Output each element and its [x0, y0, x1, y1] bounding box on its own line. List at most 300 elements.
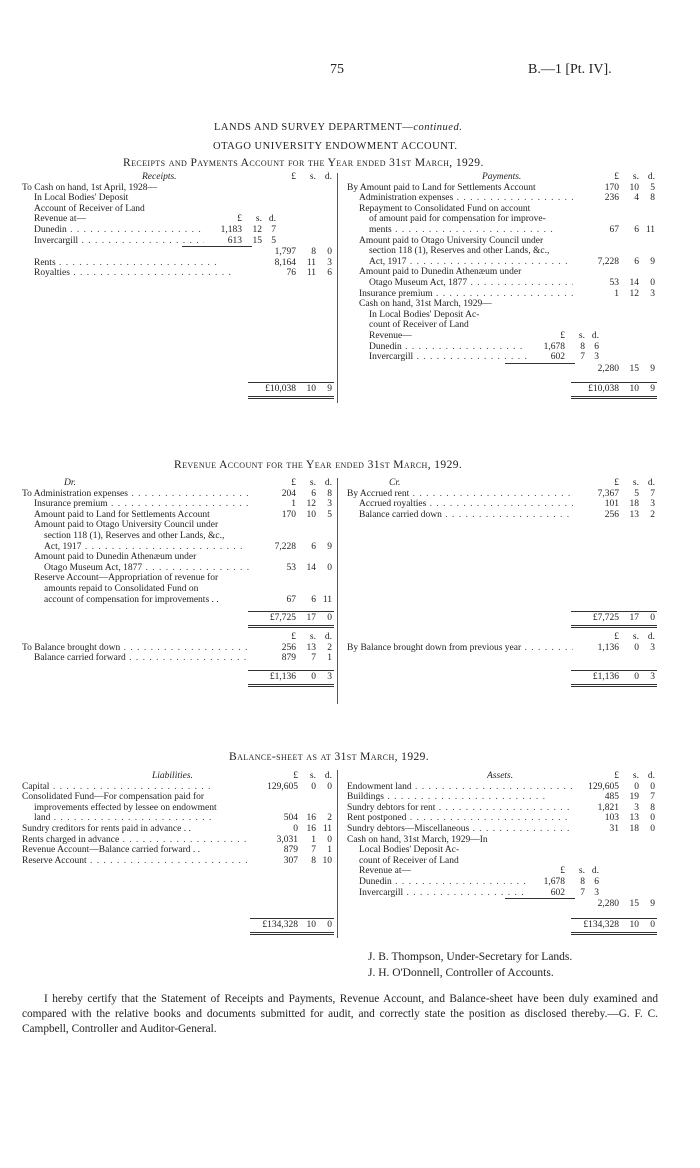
pounds: 76	[286, 268, 296, 279]
sub-pounds: 1,678	[543, 341, 565, 352]
sub-pounds: £	[237, 214, 242, 225]
revenue-debit-table	[22, 478, 334, 687]
pounds: 879	[283, 845, 298, 856]
pence: 9	[327, 541, 332, 552]
entry-label: Buildings . .	[347, 792, 573, 803]
column-heading: Payments.	[482, 172, 522, 182]
shillings: 10	[306, 509, 316, 520]
ledger-row	[347, 899, 657, 910]
column-heading: Assets.	[487, 771, 514, 781]
ledger-row	[347, 782, 657, 793]
entry-label: Rents . .	[34, 258, 250, 269]
pence: 3	[650, 499, 655, 510]
ledger-row	[347, 310, 657, 321]
pence: 11	[645, 224, 655, 235]
entry-label: Consolidated Fund—For compensation paid for	[22, 792, 205, 803]
entry-label: Local Bodies' Deposit Ac-	[359, 845, 460, 856]
ledger-row	[347, 246, 657, 257]
total-shillings: 17	[306, 613, 316, 624]
pounds: 256	[604, 509, 619, 520]
shillings: 13	[306, 642, 316, 653]
ledger-row	[347, 489, 657, 500]
total-double-rule	[571, 396, 657, 399]
column-heading: Cr.	[389, 478, 401, 488]
sub-pence: 5	[271, 235, 276, 246]
page-number: 75	[330, 62, 344, 77]
sub-shillings: s.	[255, 214, 262, 225]
pounds: 879	[281, 653, 296, 664]
column-heading: Dr.	[64, 478, 76, 488]
shillings-heading: s.	[632, 478, 639, 488]
total-pence: 0	[650, 613, 655, 624]
shillings: 14	[306, 562, 316, 573]
audit-certificate: I hereby certify that the Statement of Receipts and Payments, Revenue Account, and Balance-sheet have been duly examined and compared with the relative books and documents submitted for audit, and correctly state the position as disclosed thereby.—G. F. C. Campbell, Controller and Auditor-General.	[22, 993, 658, 1035]
sub-pounds: 613	[227, 235, 242, 246]
pounds-heading: £	[291, 632, 296, 643]
shillings: 18	[629, 499, 639, 510]
total-pounds: £1,136	[592, 671, 619, 682]
pounds-heading: £	[614, 632, 619, 643]
ledger-row	[347, 364, 657, 375]
pounds: 1,821	[597, 802, 619, 813]
entry-label: Endowment land . .	[347, 782, 573, 793]
ledger-row	[22, 225, 334, 236]
shillings: 0	[634, 781, 639, 792]
ledger-row	[22, 236, 334, 247]
pence: 0	[327, 247, 332, 258]
pence-heading: d.	[324, 632, 332, 643]
sub-shillings: s.	[578, 866, 585, 877]
ledger-row	[22, 268, 334, 279]
shillings-heading: s.	[632, 632, 639, 643]
pence-heading: d.	[647, 771, 655, 781]
liabilities-heading-row	[22, 771, 334, 782]
spacer	[347, 374, 657, 382]
total-pence: 0	[650, 919, 655, 930]
shillings: 11	[306, 257, 316, 268]
ledger-row	[22, 782, 334, 793]
shillings: 8	[311, 247, 316, 258]
total-double-rule	[248, 684, 334, 687]
pounds: 101	[604, 499, 619, 510]
total-pence: 3	[327, 671, 332, 682]
pounds-heading: £	[291, 172, 296, 182]
pounds: 31	[609, 823, 619, 834]
entry-label: Sundry creditors for rents paid in advance . .	[22, 823, 191, 834]
pounds: 2,280	[597, 899, 619, 910]
entry-label: Revenue at—	[34, 214, 86, 225]
shillings: 6	[311, 488, 316, 499]
pence-heading: d.	[647, 478, 655, 488]
shillings-heading: s.	[309, 632, 316, 643]
credit-total	[347, 612, 657, 625]
ledger-row	[22, 845, 334, 856]
ledger-row	[347, 183, 657, 194]
total-pounds: £134,328	[583, 919, 619, 930]
receipts-heading-row	[22, 172, 334, 183]
total-pence: 3	[650, 671, 655, 682]
entry-label: Reserve Account . .	[22, 856, 250, 867]
shillings: 6	[311, 541, 316, 552]
payments-table	[347, 172, 657, 399]
signature-controller: J. H. O'Donnell, Controller of Accounts.	[368, 967, 554, 979]
shillings: 16	[306, 813, 316, 824]
assets-table	[347, 771, 657, 935]
total-pounds: £134,328	[262, 920, 298, 931]
column-heading: Liabilities.	[152, 771, 193, 781]
total-pounds: £10,038	[588, 384, 619, 395]
ledger-row	[22, 193, 334, 204]
pence: 3	[327, 499, 332, 510]
ledger-row	[22, 542, 334, 553]
pence: 7	[650, 488, 655, 499]
total-double-rule	[250, 932, 334, 935]
sub-pounds: £	[560, 330, 565, 341]
spacer	[347, 520, 657, 611]
ledger-row	[22, 813, 334, 824]
ledger-row	[22, 643, 334, 654]
pence: 1	[327, 653, 332, 664]
entry-label: Rents charged in advance . .	[22, 835, 250, 846]
spacer	[22, 279, 334, 382]
column-divider	[337, 478, 338, 704]
ledger-row	[347, 320, 657, 331]
shillings: 3	[634, 802, 639, 813]
pence: 7	[650, 792, 655, 803]
entry-label: land . .	[34, 813, 250, 824]
entry-label: Balance carried forward . .	[34, 653, 250, 664]
sub-shillings: 7	[580, 887, 585, 898]
shillings: 6	[634, 256, 639, 267]
assets-heading-row	[347, 771, 657, 782]
entry-label: section 118 (1), Reserves and other Lands, &c.,	[369, 246, 550, 257]
ledger-row	[22, 510, 334, 521]
spacer	[347, 654, 657, 670]
ledger-row	[347, 499, 657, 510]
ledger-row	[22, 595, 334, 606]
pounds: 236	[604, 193, 619, 204]
sub-shillings: 8	[580, 341, 585, 352]
ledger-row	[22, 584, 334, 595]
entry-label: By Balance brought down from previous year . .	[347, 643, 573, 654]
entry-label: To Administration expenses . .	[22, 489, 250, 500]
entry-label: Cash on hand, 31st March, 1929—In	[347, 834, 488, 845]
pounds: 204	[281, 488, 296, 499]
pence: 6	[327, 268, 332, 279]
pounds: 103	[604, 813, 619, 824]
entry-label: Insurance premium . .	[34, 499, 250, 510]
shillings-heading: s.	[309, 478, 316, 488]
pence: 10	[322, 855, 332, 866]
entry-label: By Amount paid to Land for Settlements Account	[347, 182, 536, 193]
page-reference: B.—1 [Pt. IV].	[528, 62, 612, 77]
shillings: 19	[629, 792, 639, 803]
account-heading: OTAGO UNIVERSITY ENDOWMENT ACCOUNT.	[213, 141, 458, 152]
pounds: 307	[283, 855, 298, 866]
entry-label: Reserve Account—Appropriation of revenue for	[34, 573, 219, 584]
shillings: 6	[634, 224, 639, 235]
receipts-payments-title: Receipts and Payments Account for the Year ended 31st March, 1929.	[123, 157, 484, 169]
ledger-row	[347, 352, 657, 363]
department-heading	[214, 122, 462, 133]
shillings-heading: s.	[309, 172, 316, 182]
entry-label: count of Receiver of Land	[369, 320, 469, 331]
ledger-row	[347, 204, 657, 215]
pounds: 2,280	[597, 363, 619, 374]
entry-label: In Local Bodies' Deposit Ac-	[369, 309, 480, 320]
entry-label: improvements effected by lessee on endowment	[34, 802, 217, 813]
pence-heading: d.	[324, 172, 332, 182]
entry-label: Amount paid to Land for Settlements Account	[34, 509, 210, 520]
pounds: 170	[604, 182, 619, 193]
sub-pence: 6	[594, 876, 599, 887]
ledger-row	[22, 489, 334, 500]
shillings: 13	[629, 509, 639, 520]
total-shillings: 17	[629, 613, 639, 624]
entry-label: Rent postponed . .	[347, 813, 573, 824]
ledger-row	[347, 299, 657, 310]
ledger-row	[347, 214, 657, 225]
payments-heading-row	[347, 172, 657, 183]
continued-note: continued.	[413, 122, 463, 133]
debit-heading-row	[22, 478, 334, 489]
pounds: 7,228	[274, 541, 296, 552]
ledger-row	[347, 888, 657, 899]
credit-currency-row	[347, 632, 657, 643]
pence: 2	[650, 509, 655, 520]
entry-label: Accrued royalties . .	[359, 499, 573, 510]
entry-label: of amount paid for compensation for improve-	[369, 214, 546, 225]
pounds-heading: £	[614, 172, 619, 182]
pence: 9	[650, 899, 655, 910]
revenue-credit-table	[347, 478, 657, 687]
total-double-rule	[571, 684, 657, 687]
ledger-row	[347, 835, 657, 846]
pounds: 129,605	[267, 781, 298, 792]
pence: 2	[327, 813, 332, 824]
shillings: 12	[629, 288, 639, 299]
pounds-heading: £	[293, 771, 298, 781]
pounds: 67	[609, 224, 619, 235]
ledger-row	[347, 257, 657, 268]
ledger-row	[22, 214, 334, 225]
shillings: 13	[629, 813, 639, 824]
sub-pence: d.	[591, 330, 599, 341]
entry-label: Dunedin . .	[34, 225, 204, 236]
spacer	[347, 910, 657, 918]
sub-pence: d.	[591, 866, 599, 877]
ledger-row	[22, 258, 334, 269]
entry-label: Revenue at—	[359, 866, 411, 877]
ledger-row	[347, 866, 657, 877]
ledger-row	[22, 803, 334, 814]
ledger-row	[22, 552, 334, 563]
pounds: 0	[293, 823, 298, 834]
entry-label: Repayment to Consolidated Fund on account	[359, 203, 531, 214]
pounds: 1,797	[274, 247, 296, 258]
credit-heading-row	[347, 478, 657, 489]
entry-label: Cash on hand, 31st March, 1929—	[359, 299, 492, 310]
debit-total-2	[22, 671, 334, 684]
receipts-table	[22, 172, 334, 399]
total-pence: 0	[327, 920, 332, 931]
entry-label: Dunedin . .	[359, 877, 527, 888]
pounds: 1	[291, 499, 296, 510]
pounds: 170	[281, 509, 296, 520]
entry-label: Amount paid to Dunedin Athenæum under	[359, 267, 522, 278]
ledger-row	[22, 520, 334, 531]
pence: 0	[650, 277, 655, 288]
entry-label: Administration expenses . .	[359, 193, 573, 204]
shillings: 11	[306, 268, 316, 279]
ledger-row	[22, 835, 334, 846]
total-pounds: £7,725	[592, 613, 619, 624]
shillings-heading: s.	[632, 172, 639, 182]
pounds: 1,136	[597, 642, 619, 653]
sub-pounds: 1,678	[543, 876, 565, 887]
sub-pounds: 602	[550, 352, 565, 363]
balance-sheet-title: Balance-sheet as at 31st March, 1929.	[229, 751, 430, 763]
pounds-heading: £	[291, 478, 296, 488]
pence-heading: d.	[647, 172, 655, 182]
entry-label: count of Receiver of Land	[359, 855, 459, 866]
ledger-row	[22, 531, 334, 542]
pence-heading: d.	[324, 478, 332, 488]
total-pence: 9	[327, 383, 332, 394]
pence: 3	[650, 288, 655, 299]
entry-label: To Cash on hand, 1st April, 1928—	[22, 182, 157, 193]
shillings-heading: s.	[632, 771, 639, 781]
total-shillings: 10	[629, 919, 639, 930]
pence: 9	[650, 256, 655, 267]
pence: 8	[650, 193, 655, 204]
shillings-heading: s.	[309, 771, 316, 781]
ledger-row	[347, 856, 657, 867]
revenue-account-title: Revenue Account for the Year ended 31st March, 1929.	[174, 459, 463, 471]
ledger-row	[22, 653, 334, 664]
shillings: 18	[629, 823, 639, 834]
entry-label: Amount paid to Otago University Council under	[34, 520, 219, 531]
total-pounds: £7,725	[269, 613, 296, 624]
column-divider	[337, 770, 338, 938]
total-pence: 9	[650, 384, 655, 395]
ledger-row	[347, 510, 657, 521]
pence: 9	[650, 363, 655, 374]
ledger-row	[347, 803, 657, 814]
entry-label: Insurance premium . .	[359, 289, 573, 300]
sub-pence: d.	[268, 214, 276, 225]
total-pounds: £1,136	[269, 671, 296, 682]
sub-shillings: 7	[580, 352, 585, 363]
ledger-row	[347, 845, 657, 856]
column-divider	[337, 173, 338, 403]
entry-label: Royalties . .	[34, 268, 250, 279]
ledger-row	[347, 193, 657, 204]
ledger-row	[347, 813, 657, 824]
pence: 0	[327, 834, 332, 845]
entry-label: Account of Receiver of Land	[34, 203, 145, 214]
ledger-row	[22, 499, 334, 510]
shillings: 4	[634, 193, 639, 204]
total-pounds: £10,038	[265, 383, 296, 394]
pounds: 129,605	[588, 781, 619, 792]
pence: 3	[650, 642, 655, 653]
sub-shillings: s.	[578, 330, 585, 341]
entry-label: In Local Bodies' Deposit	[34, 193, 129, 204]
pounds: 8,164	[274, 257, 296, 268]
receipts-total	[22, 383, 334, 396]
payments-total	[347, 383, 657, 396]
pounds-heading: £	[614, 771, 619, 781]
total-pence: 0	[327, 613, 332, 624]
entry-label: Otago Museum Act, 1877 . .	[369, 278, 573, 289]
debit-currency-row	[22, 632, 334, 643]
entry-label: account of compensation for improvements . .	[44, 594, 219, 605]
sub-shillings: 15	[252, 235, 262, 246]
total-double-rule	[571, 932, 657, 935]
sub-pence: 7	[271, 224, 276, 235]
debit-total	[22, 612, 334, 625]
ledger-row	[347, 643, 657, 654]
total-shillings: 10	[306, 920, 316, 931]
shillings: 15	[629, 363, 639, 374]
pence: 0	[650, 781, 655, 792]
ledger-row	[347, 792, 657, 803]
entry-label: By Accrued rent . .	[347, 489, 573, 500]
pounds: 1	[614, 288, 619, 299]
pounds: 3,031	[276, 834, 298, 845]
entry-label: Amount paid to Otago University Council under	[359, 235, 544, 246]
entry-label: Invercargill . .	[34, 236, 204, 247]
pence: 11	[322, 594, 332, 605]
shillings: 0	[634, 642, 639, 653]
sub-pounds: £	[560, 866, 565, 877]
ledger-row	[347, 289, 657, 300]
shillings: 6	[311, 594, 316, 605]
shillings: 7	[311, 845, 316, 856]
shillings: 12	[306, 499, 316, 510]
ledger-row	[347, 331, 657, 342]
pounds-heading: £	[614, 478, 619, 488]
sub-shillings: 12	[252, 224, 262, 235]
entry-label: Otago Museum Act, 1877 . .	[44, 563, 250, 574]
entry-label: Amount paid to Dunedin Athenæum under	[34, 552, 197, 563]
column-heading: Receipts.	[142, 172, 177, 182]
pence: 8	[650, 802, 655, 813]
signature-under-secretary: J. B. Thompson, Under-Secretary for Lands.	[368, 951, 573, 963]
sub-pounds: 1,183	[220, 224, 242, 235]
pence: 0	[650, 813, 655, 824]
shillings: 1	[311, 834, 316, 845]
entry-label: ments . .	[369, 225, 573, 236]
ledger-row	[22, 824, 334, 835]
pence: 8	[327, 488, 332, 499]
ledger-row	[22, 247, 334, 258]
pence: 11	[322, 823, 332, 834]
ledger-row	[347, 267, 657, 278]
shillings: 14	[629, 277, 639, 288]
shillings: 10	[629, 182, 639, 193]
sub-pence: 3	[594, 352, 599, 363]
pence: 5	[650, 182, 655, 193]
total-shillings: 0	[634, 671, 639, 682]
ledger-row	[22, 183, 334, 194]
pence: 5	[327, 509, 332, 520]
pence: 3	[327, 257, 332, 268]
pence-heading: d.	[324, 771, 332, 781]
total-double-rule	[248, 396, 334, 399]
shillings: 0	[311, 781, 316, 792]
